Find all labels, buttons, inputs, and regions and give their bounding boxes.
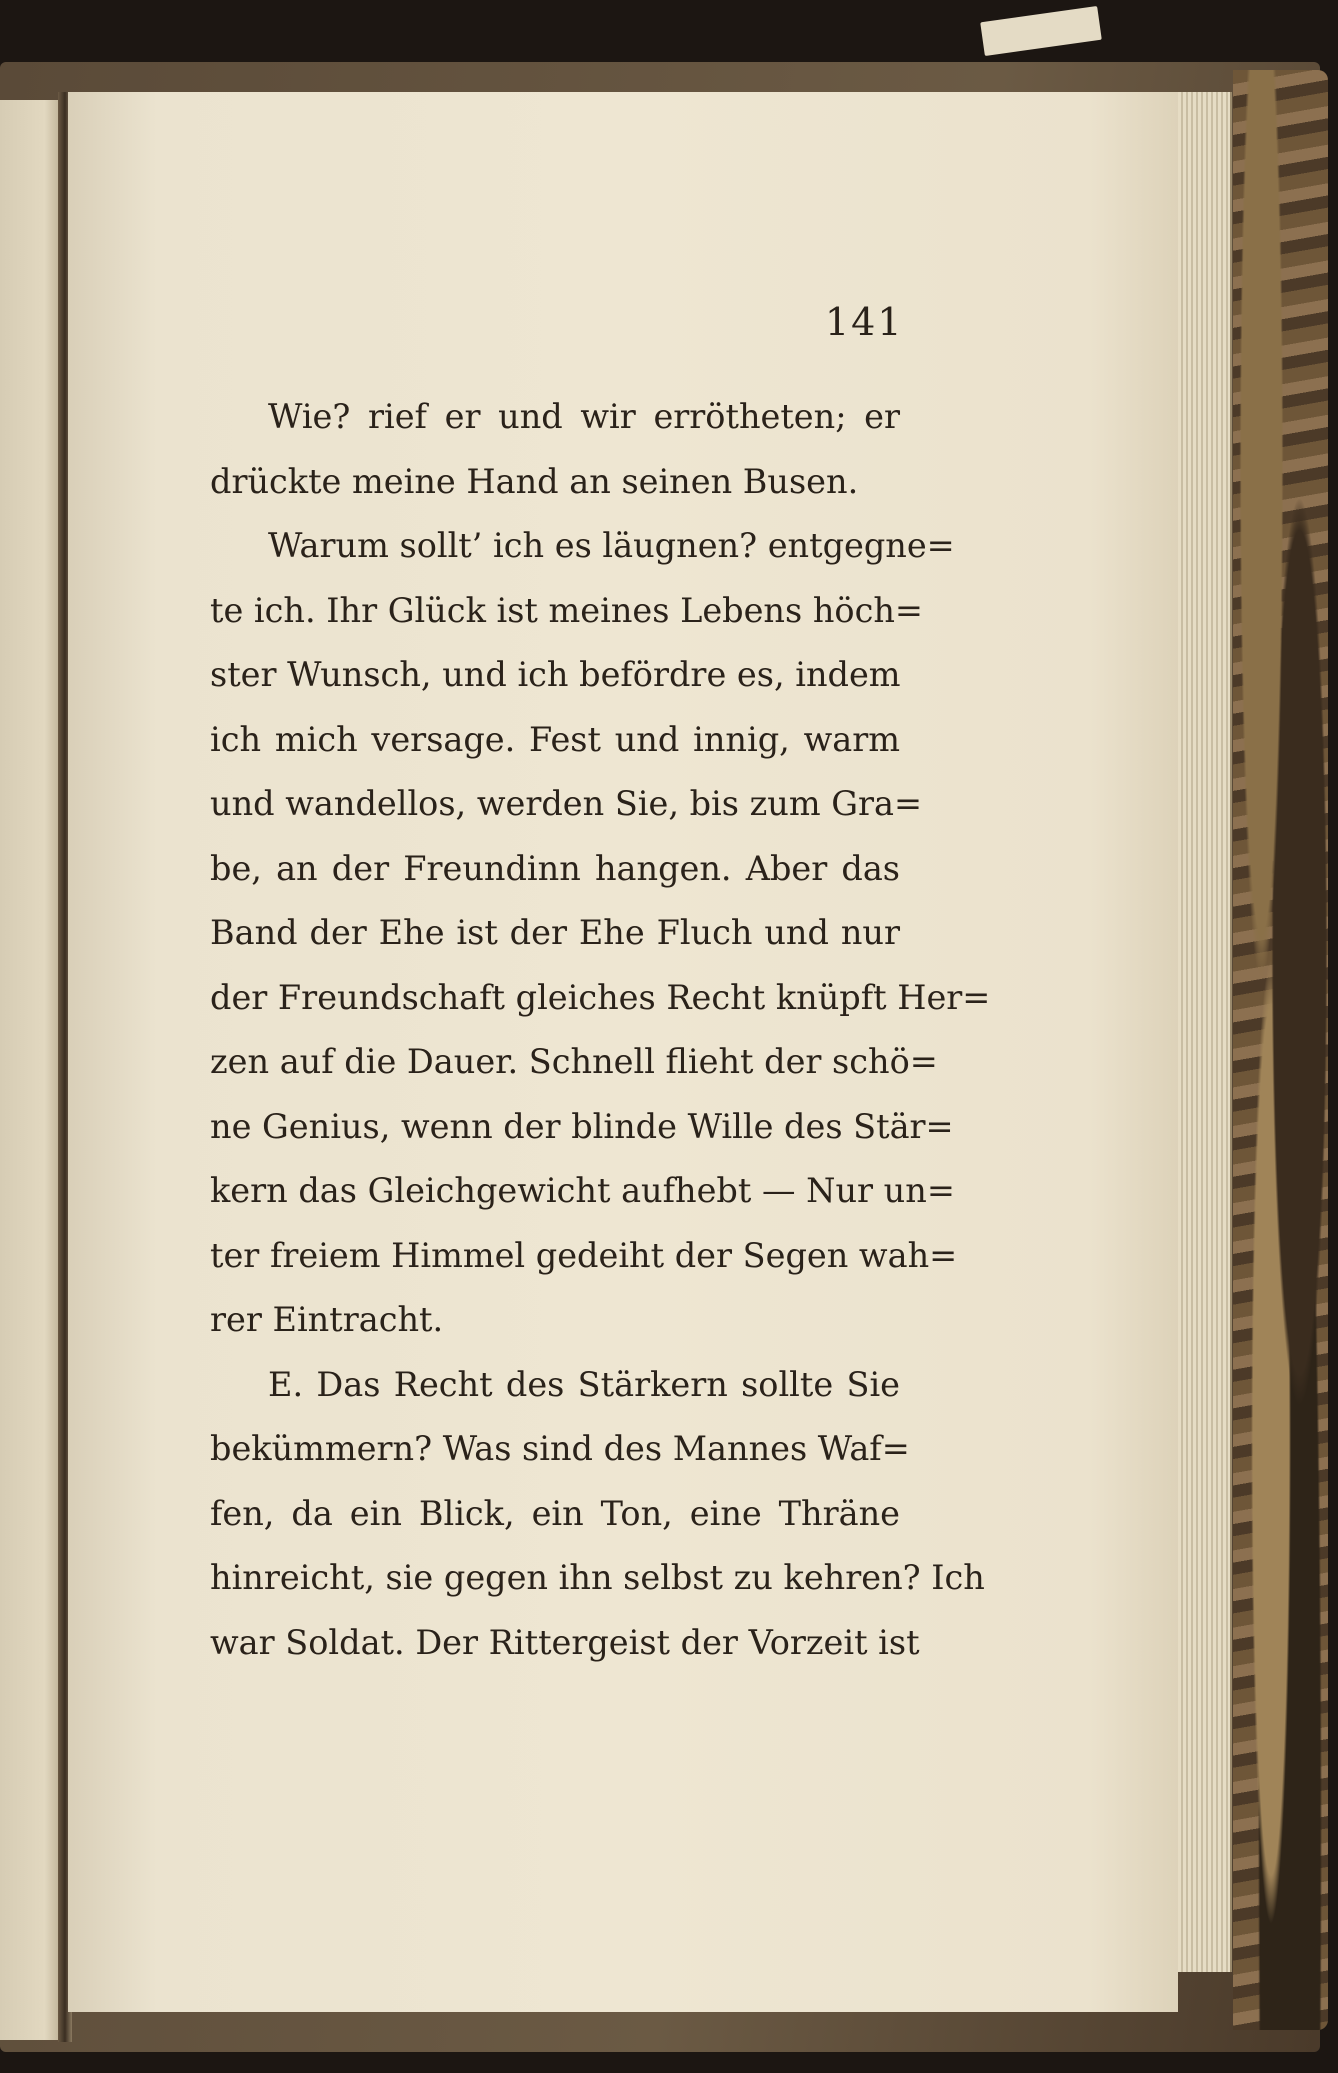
text-line: drückte meine Hand an seinen Busen. [210,461,859,501]
marbled-cover-edge [1233,70,1328,2030]
page-text [210,385,991,1675]
paper-tab [980,6,1102,56]
text-line: kern das Gleichgewicht aufhebt — Nur un= [210,1171,955,1210]
text-line: fen, da ein Blick, ein Ton, eine Thräne [210,1493,900,1533]
text-line: Warum sollt’ ich es läugnen? entgegne= [268,526,955,565]
text-line: ster Wunsch, und ich befördre es, indem [210,655,901,694]
text-line: hinreicht, sie gegen ihn selbst zu kehren? Ich [210,1558,985,1597]
text-line: rer Eintracht. [210,1300,444,1339]
page-number: 141 [825,300,904,344]
left-page-edge [0,100,64,2040]
text-line: und wandellos, werden Sie, bis zum Gra= [210,784,923,823]
text-line: war Soldat. Der Rittergeist der Vorzeit ist [210,1622,920,1662]
text-line: ich mich versage. Fest und innig, warm [210,719,900,759]
text-line: te ich. Ihr Glück ist meines Lebens höch= [210,590,923,630]
text-line: Band der Ehe ist der Ehe Fluch und nur [210,913,900,952]
text-line: E. Das Recht des Stärkern sollte Sie [268,1364,900,1404]
text-line: bekümmern? Was sind des Mannes Waf= [210,1429,910,1468]
text-line: be, an der Freundinn hangen. Aber das [210,848,900,888]
text-line: Wie? rief er und wir errötheten; er [268,397,900,436]
text-line: ter freiem Himmel gedeiht der Segen wah= [210,1235,958,1275]
text-line: ne Genius, wenn der blinde Wille des Stär= [210,1106,954,1146]
text-line: zen auf die Dauer. Schnell flieht der schö= [210,1042,938,1081]
text-line: der Freundschaft gleiches Recht knüpft Her= [210,977,991,1017]
